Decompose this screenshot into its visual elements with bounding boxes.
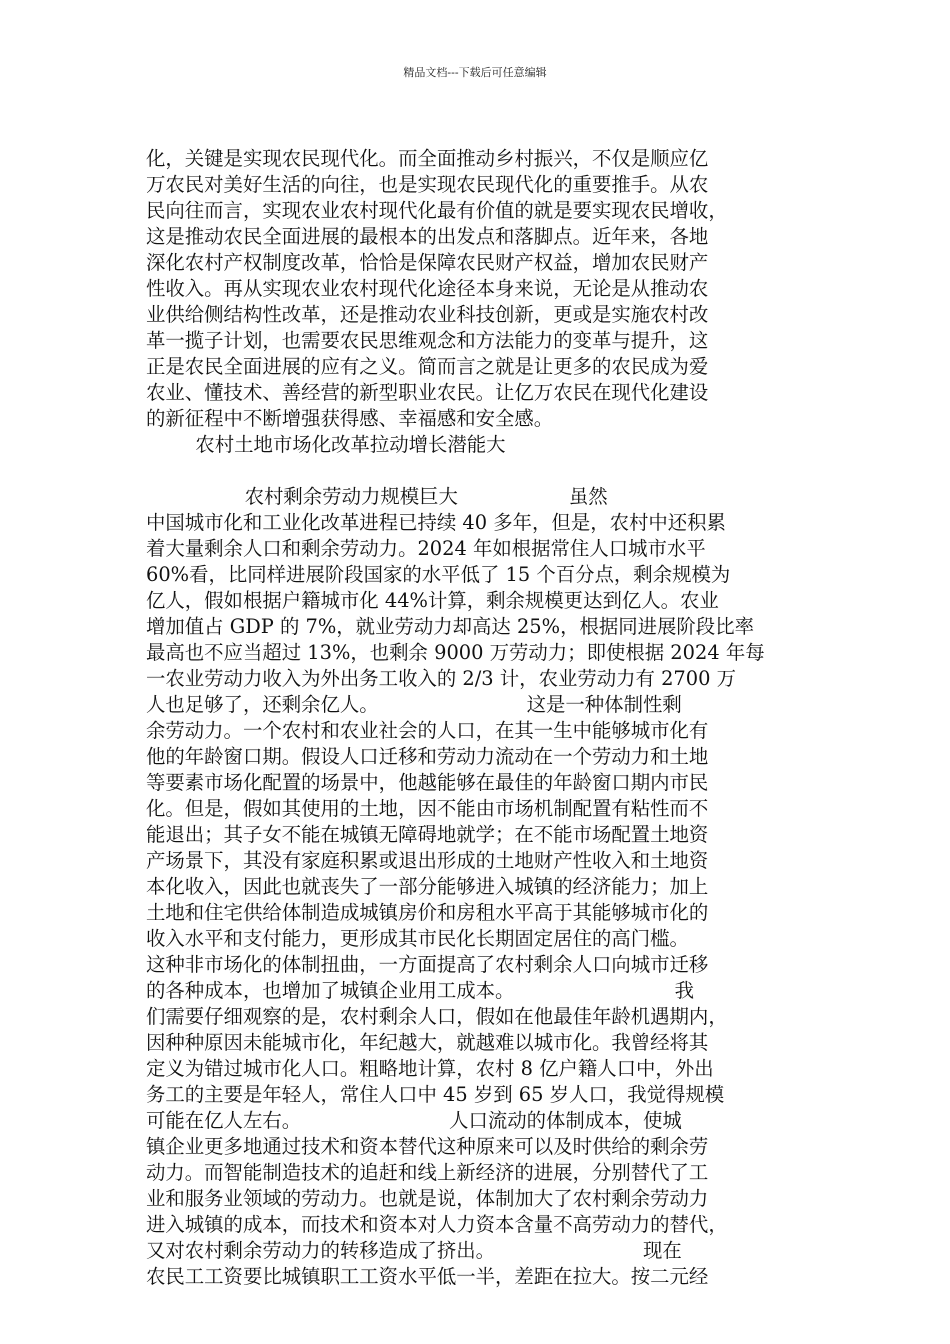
text-line: 业和服务业领域的劳动力。也就是说，体制加大了农村剩余劳动力 [146, 1187, 709, 1210]
text-line [146, 458, 806, 484]
text-line: 亿人，假如根据户籍城市化 44%计算，剩余规模更达到亿人。农业 [146, 589, 719, 612]
text-line: 这种非市场化的体制扭曲，一方面提高了农村剩余人口向城市迁移 [146, 953, 709, 976]
text-line: 增加值占 GDP 的 7%，就业劳动力却高达 25%，根据同进展阶段比率 [146, 615, 754, 638]
text-line: 农民工工资要比城镇职工工资水平低一半，差距在拉大。按二元经 [146, 1265, 709, 1288]
text-line: 民向往而言，实现农业农村现代化最有价值的就是要实现农民增收， [146, 199, 728, 222]
text-line: 定义为错过城市化人口。粗略地计算，农村 8 亿户籍人口中，外出 [146, 1057, 714, 1080]
text-line: 可能在亿人左右。 人口流动的体制成本，使城 [146, 1109, 682, 1132]
text-line: 务工的主要是年轻人，常住人口中 45 岁到 65 岁人口，我觉得规模 [146, 1083, 725, 1106]
text-line: 着大量剩余人口和剩余劳动力。2024 年如根据常住人口城市水平 [146, 537, 706, 560]
text-line: 农村剩余劳动力规模巨大 虽然 [146, 485, 608, 508]
text-line: 又对农村剩余劳动力的转移造成了挤出。 现在 [146, 1239, 682, 1262]
text-line: 因种种原因未能城市化，年纪越大，就越难以城市化。我曾经将其 [146, 1031, 709, 1054]
text-line: 农村土地市场化改革拉动增长潜能大 [146, 433, 506, 456]
text-line: 收入水平和支付能力，更形成其市民化长期固定居住的高门槛。 [146, 927, 689, 950]
text-line: 最高也不应当超过 13%，也剩余 9000 万劳动力；即使根据 2024 年每 [146, 641, 765, 664]
text-line: 能退出；其子女不能在城镇无障碍地就学；在不能市场配置土地资 [146, 823, 709, 846]
text-line: 等要素市场化配置的场景中，他越能够在最佳的年龄窗口期内市民 [146, 771, 709, 794]
text-line: 中国城市化和工业化改革进程已持续 40 多年，但是，农村中还积累 [146, 511, 726, 534]
text-line: 万农民对美好生活的向往，也是实现农民现代化的重要推手。从农 [146, 173, 709, 196]
page-header: 精品文档---下载后可任意编辑 [403, 66, 547, 79]
text-line: 动力。而智能制造技术的追赶和线上新经济的进展，分别替代了工 [146, 1161, 709, 1184]
text-line: 们需要仔细观察的是，农村剩余人口，假如在他最佳年龄机遇期内， [146, 1005, 728, 1028]
text-line: 的各种成本，也增加了城镇企业用工成本。 我 [146, 979, 695, 1002]
text-line: 60%看，比同样进展阶段国家的水平低了 15 个百分点，剩余规模为 [146, 563, 731, 586]
text-line: 余劳动力。一个农村和农业社会的人口，在其一生中能够城市化有 [146, 719, 709, 742]
text-line: 正是农民全面进展的应有之义。简而言之就是让更多的农民成为爱 [146, 355, 709, 378]
text-line: 镇企业更多地通过技术和资本替代这种原来可以及时供给的剩余劳 [146, 1135, 709, 1158]
text-line: 进入城镇的成本，而技术和资本对人力资本含量不高劳动力的替代， [146, 1213, 728, 1236]
text-line: 本化收入，因此也就丧失了一部分能够进入城镇的经济能力；加上 [146, 875, 709, 898]
text-line: 他的年龄窗口期。假设人口迁移和劳动力流动在一个劳动力和土地 [146, 745, 709, 768]
text-line: 人也足够了，还剩余亿人。 这是一种体制性剩 [146, 693, 682, 716]
text-line: 这是推动农民全面进展的最根本的出发点和落脚点。近年来，各地 [146, 225, 709, 248]
text-line: 化，关键是实现农民现代化。而全面推动乡村振兴，不仅是顺应亿 [146, 147, 709, 170]
text-line: 革一揽子计划，也需要农民思维观念和方法能力的变革与提升，这 [146, 329, 709, 352]
document-body [146, 146, 806, 1290]
text-line: 化。但是，假如其使用的土地，因不能由市场机制配置有粘性而不 [146, 797, 709, 820]
text-line: 一农业劳动力收入为外出务工收入的 2/3 计，农业劳动力有 2700 万 [146, 667, 736, 690]
text-line: 性收入。再从实现农业农村现代化途径本身来说，无论是从推动农 [146, 277, 709, 300]
text-line: 农业、懂技术、善经营的新型职业农民。让亿万农民在现代化建设 [146, 381, 709, 404]
text-line: 产场景下，其没有家庭积累或退出形成的土地财产性收入和土地资 [146, 849, 709, 872]
text-line: 深化农村产权制度改革，恰恰是保障农民财产权益，增加农民财产 [146, 251, 709, 274]
text-line: 土地和住宅供给体制造成城镇房价和房租水平高于其能够城市化的 [146, 901, 709, 924]
text-line: 业供给侧结构性改革，还是推动农业科技创新，更或是实施农村改 [146, 303, 709, 326]
text-line: 的新征程中不断增强获得感、幸福感和安全感。 [146, 407, 554, 430]
